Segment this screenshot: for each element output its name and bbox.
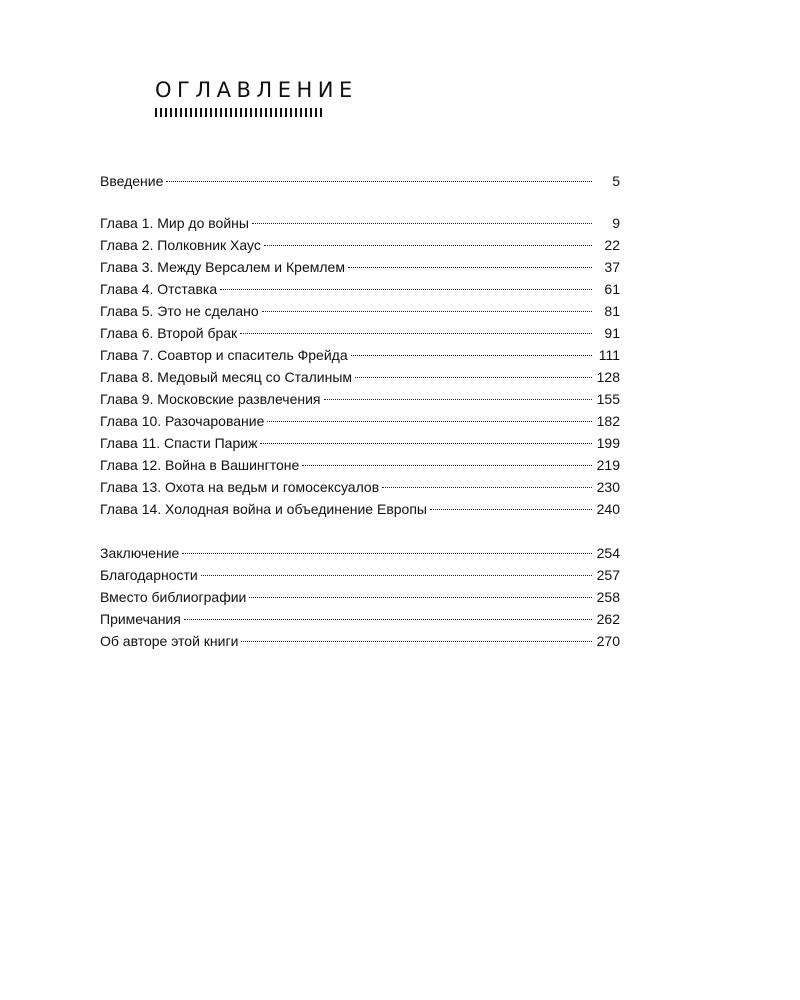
toc-entry-title: Глава 7. Соавтор и спаситель Фрейда (100, 347, 348, 363)
dot-leader (241, 640, 592, 642)
toc-entry (100, 170, 620, 192)
toc-entry-title: Глава 1. Мир до войны (100, 215, 249, 231)
dot-leader (351, 354, 592, 356)
chapters-section (100, 212, 620, 520)
dot-leader (220, 288, 592, 290)
toc-entry-page-number: 270 (596, 633, 620, 649)
toc-entry-title: Заключение (100, 545, 180, 561)
dot-leader (184, 618, 592, 620)
toc-entry-title: Глава 5. Это не сделано (100, 303, 259, 319)
toc-entry-page-number: 128 (596, 369, 620, 385)
dot-leader (262, 310, 592, 312)
toc-entry (100, 630, 620, 652)
dot-leader (324, 398, 593, 400)
toc-entry (100, 476, 620, 498)
toc-entry-title: Глава 11. Спасти Париж (100, 435, 258, 451)
toc-entry (100, 498, 620, 520)
toc-entry-page-number: 111 (598, 347, 620, 363)
toc-entry (100, 234, 620, 256)
toc-entry-page-number: 219 (596, 457, 620, 473)
toc-entry (100, 300, 620, 322)
toc-entry-title: Примечания (100, 611, 181, 627)
dot-leader (355, 376, 592, 378)
dot-leader (260, 442, 592, 444)
dot-leader (264, 244, 592, 246)
toc-entry (100, 366, 620, 388)
toc-entry-title: Глава 13. Охота на ведьм и гомосексуалов (100, 479, 380, 495)
toc-entry-page-number: 230 (596, 479, 620, 495)
toc-entry-page-number: 254 (596, 545, 620, 561)
page-title: ОГЛАВЛЕНИЕ (155, 78, 358, 102)
toc-entry (100, 542, 620, 564)
dot-leader (382, 486, 592, 488)
toc-entry-page-number: 5 (612, 173, 620, 189)
toc-entry-page-number: 61 (604, 281, 620, 297)
dot-leader (166, 180, 592, 182)
toc-entry-page-number: 9 (612, 215, 620, 231)
toc-entry-title: Глава 8. Медовый месяц со Сталиным (100, 369, 353, 385)
toc-entry-page-number: 257 (596, 567, 620, 583)
section-spacer (100, 520, 620, 542)
toc-entry (100, 608, 620, 630)
dot-leader (252, 222, 592, 224)
toc-entry (100, 344, 620, 366)
dot-leader (201, 574, 592, 576)
toc-entry (100, 278, 620, 300)
dot-leader (430, 508, 592, 510)
toc-entry-title: Глава 3. Между Версалем и Кремлем (100, 259, 345, 275)
toc-entry-page-number: 258 (596, 589, 620, 605)
intro-section (100, 170, 620, 192)
toc-entry (100, 564, 620, 586)
toc-entry-title: Введение (100, 173, 164, 189)
toc-entry-title: Глава 2. Полковник Хаус (100, 237, 261, 253)
toc-entry-title: Глава 12. Война в Вашингтоне (100, 457, 300, 473)
toc-entry-page-number: 155 (596, 391, 620, 407)
title-underline-decoration (155, 108, 324, 117)
toc-entry-page-number: 240 (596, 501, 620, 517)
toc-entry-page-number: 22 (604, 237, 620, 253)
dot-leader (267, 420, 592, 422)
table-of-contents (100, 170, 620, 652)
toc-entry-page-number: 182 (596, 413, 620, 429)
toc-entry (100, 212, 620, 234)
dot-leader (302, 464, 592, 466)
dot-leader (348, 266, 592, 268)
toc-entry (100, 256, 620, 278)
toc-entry-title: Глава 10. Разочарование (100, 413, 265, 429)
toc-entry-title: Глава 14. Холодная война и объединение Европы (100, 501, 427, 517)
toc-entry-page-number: 199 (596, 435, 620, 451)
toc-entry-title: Об авторе этой книги (100, 633, 239, 649)
toc-entry-page-number: 262 (596, 611, 620, 627)
toc-entry (100, 454, 620, 476)
toc-entry-title: Глава 9. Московские развлечения (100, 391, 321, 407)
toc-entry (100, 410, 620, 432)
toc-entry (100, 586, 620, 608)
toc-entry (100, 322, 620, 344)
toc-entry-title: Благодарности (100, 567, 198, 583)
toc-entry (100, 432, 620, 454)
toc-entry-page-number: 81 (604, 303, 620, 319)
dot-leader (249, 596, 592, 598)
toc-entry (100, 388, 620, 410)
dot-leader (182, 552, 592, 554)
toc-entry-title: Глава 4. Отставка (100, 281, 218, 297)
back-matter-section (100, 542, 620, 652)
section-spacer (100, 192, 620, 212)
toc-entry-title: Вместо библиографии (100, 589, 247, 605)
toc-entry-page-number: 37 (604, 259, 620, 275)
toc-entry-title: Глава 6. Второй брак (100, 325, 238, 341)
toc-entry-page-number: 91 (604, 325, 620, 341)
dot-leader (240, 332, 592, 334)
